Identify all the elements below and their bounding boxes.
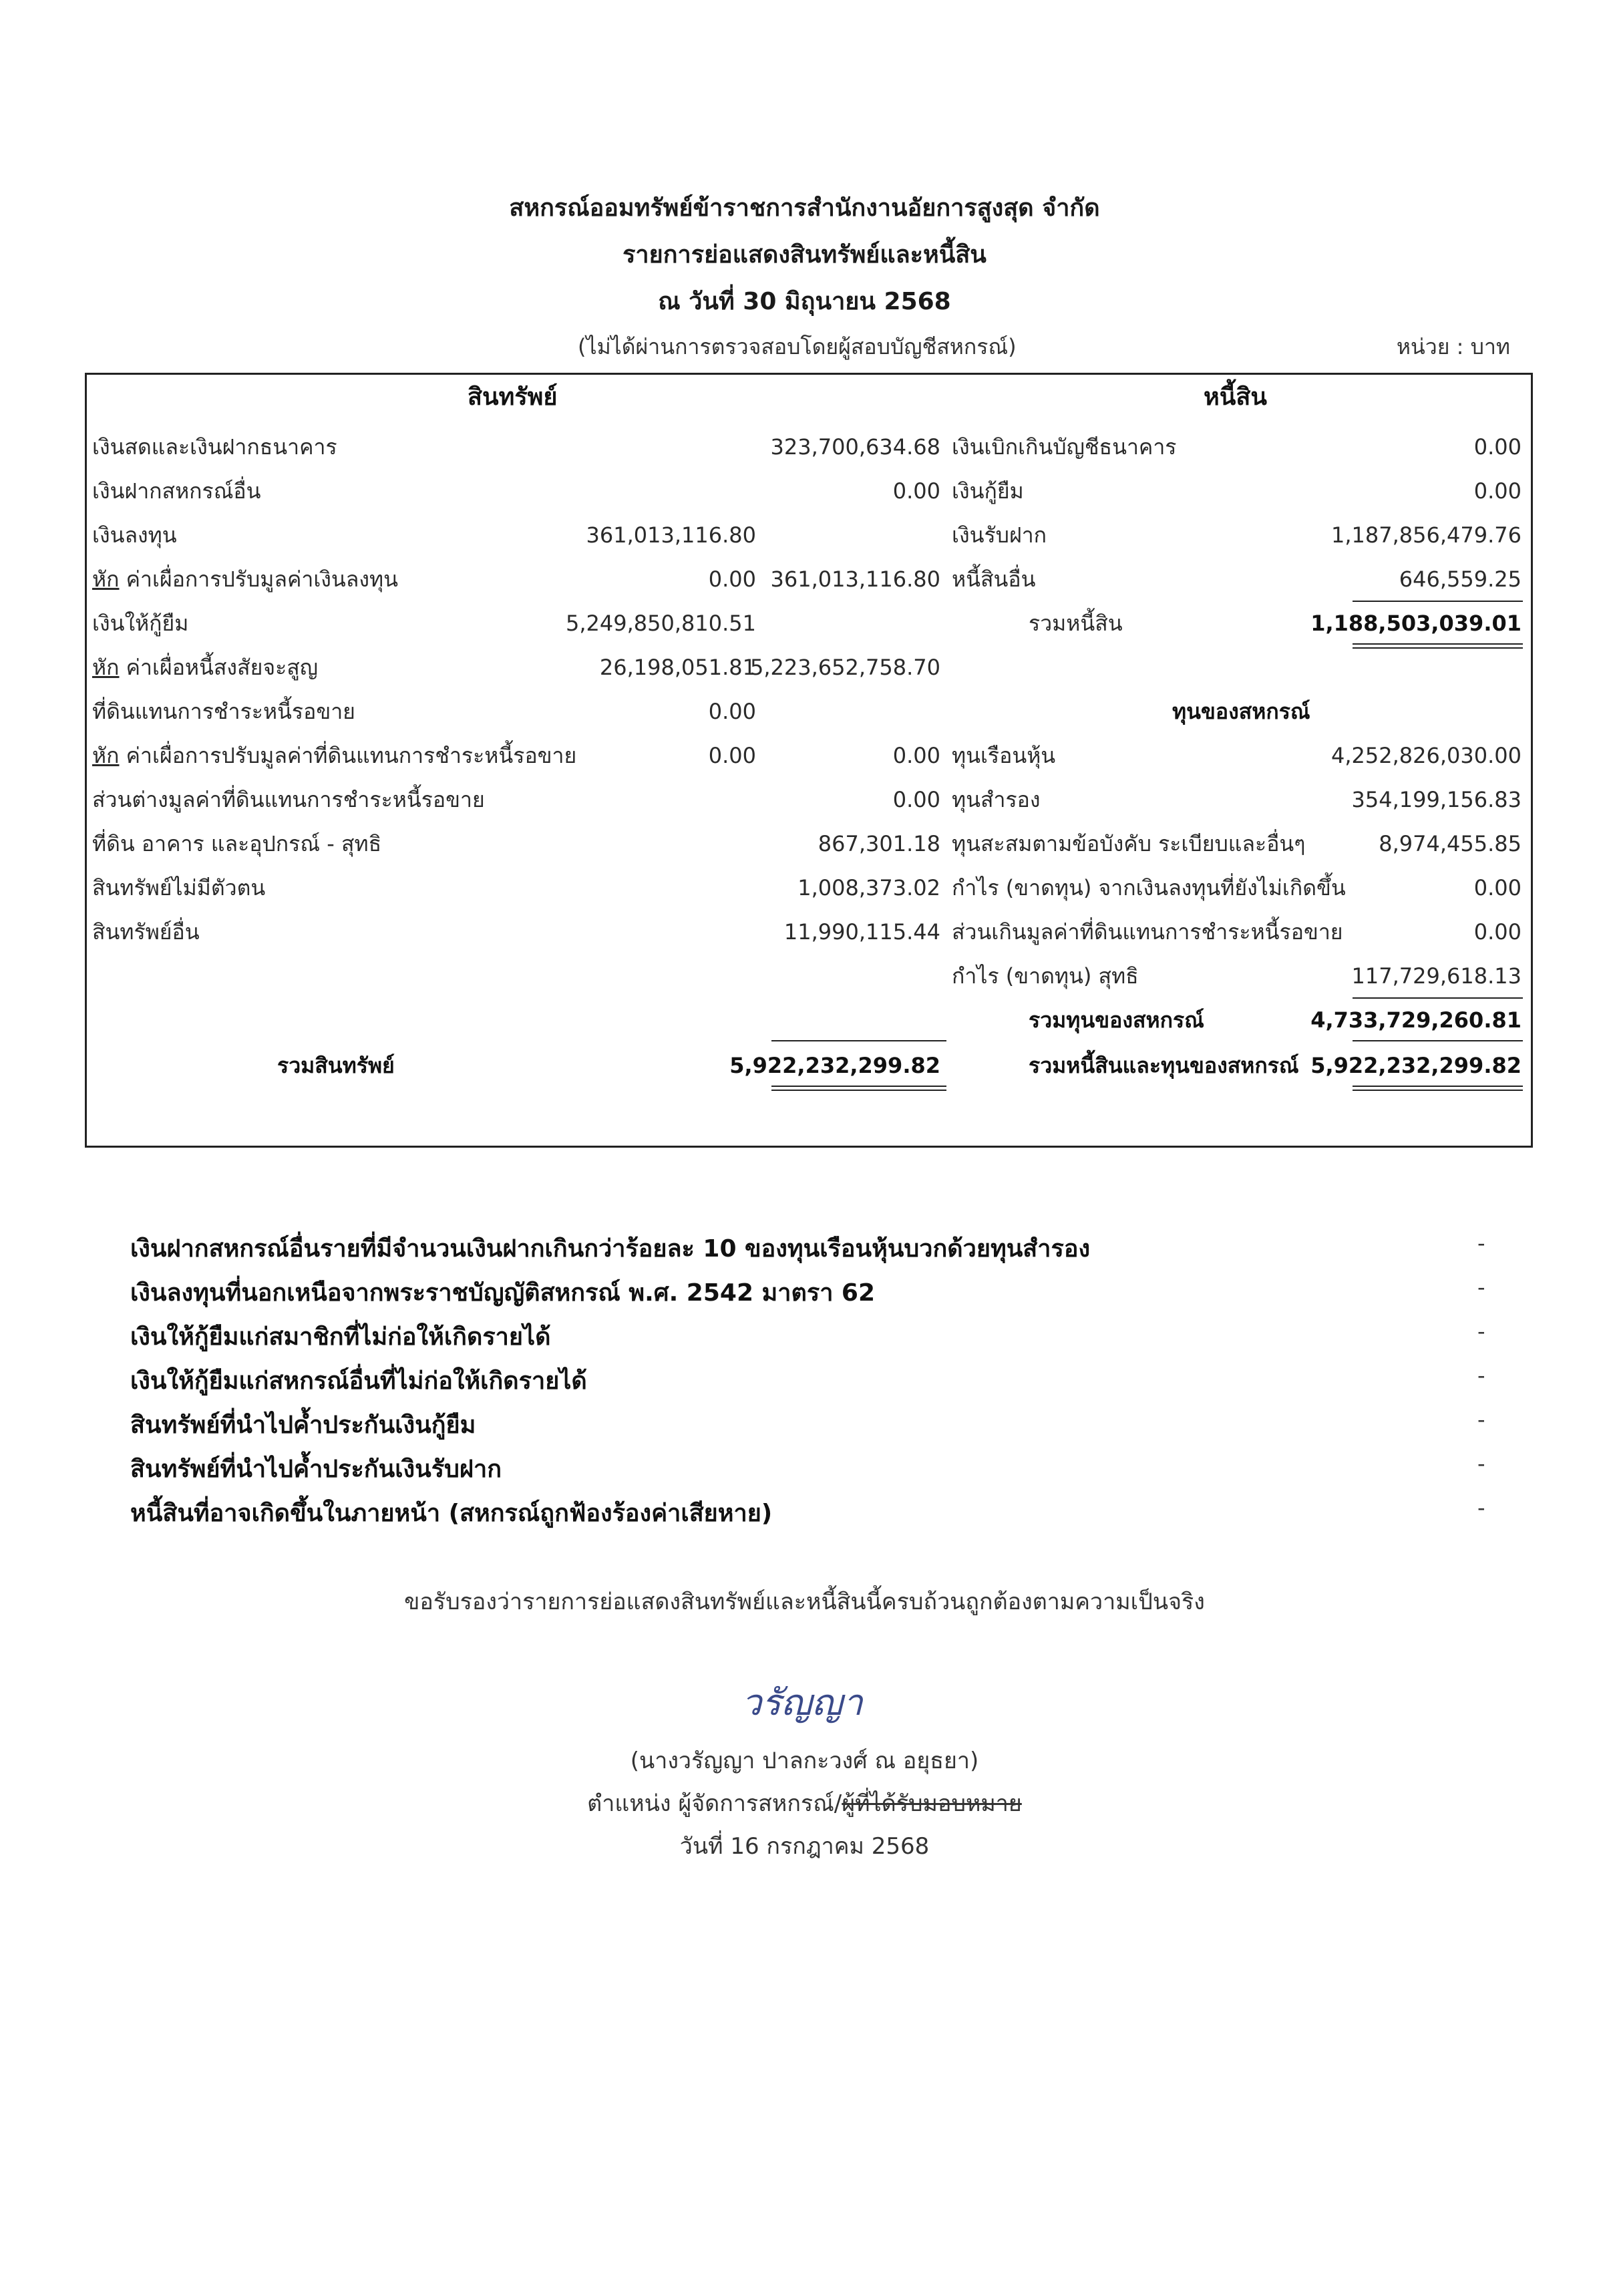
asset-total-label: รวมสินทรัพย์ bbox=[277, 1053, 395, 1078]
liab-amount-other: 646,559.25 bbox=[1399, 566, 1522, 592]
liab-amount-borrowing: 0.00 bbox=[1473, 478, 1522, 504]
signatory-position bbox=[0, 1785, 1609, 1821]
liab-total-amount: 1,188,503,039.01 bbox=[1310, 611, 1522, 636]
asset-amount-intangible: 1,008,373.02 bbox=[797, 875, 940, 900]
audit-note: (ไม่ได้ผ่านการตรวจสอบโดยผู้สอบบัญชีสหกรณ์) bbox=[578, 334, 1017, 359]
asset-total-amount: 5,922,232,299.82 bbox=[729, 1053, 940, 1078]
disclosure-value: - bbox=[1477, 1363, 1485, 1388]
asset-label-investment: เงินลงทุน bbox=[92, 522, 177, 548]
title-org: สหกรณ์ออมทรัพย์ข้าราชการสำนักงานอัยการสูงสุด จำกัด bbox=[509, 194, 1100, 222]
asset-label-text: ค่าเผื่อการปรับมูลค่าที่ดินแทนการชำระหนี้รอขาย bbox=[119, 743, 577, 768]
asset-sub-investment-allowance: 0.00 bbox=[708, 566, 756, 592]
equity-total-rule bbox=[1353, 1040, 1523, 1041]
asset-label-loans: เงินให้กู้ยืม bbox=[92, 611, 189, 636]
certification-statement: ขอรับรองว่ารายการย่อแสดงสินทรัพย์และหนี้สินนี้ครบถ้วนถูกต้องตามความเป็นจริง bbox=[404, 1589, 1205, 1615]
disclosure-item: เงินลงทุนที่นอกเหนือจากพระราชบัญญัติสหกรณ์ พ.ศ. 2542 มาตรา 62 bbox=[130, 1279, 876, 1307]
balance-sheet-box bbox=[85, 373, 1533, 1148]
disclosure-value: - bbox=[1477, 1275, 1485, 1300]
disclosure-item: สินทรัพย์ที่นำไปค้ำประกันเงินรับฝาก bbox=[130, 1456, 502, 1483]
disclosure-item: เงินให้กู้ยืมแก่สมาชิกที่ไม่ก่อให้เกิดรายได้ bbox=[130, 1323, 551, 1351]
equity-amount-reserve: 354,199,156.83 bbox=[1351, 787, 1522, 812]
asset-label-foreclosed-allowance bbox=[92, 742, 576, 769]
equity-total-amount: 4,733,729,260.81 bbox=[1310, 1007, 1522, 1033]
asset-total-rule bbox=[771, 1086, 946, 1091]
asset-amount-foreclosed-net: 0.00 bbox=[892, 743, 940, 768]
asset-amount-loans-net: 5,223,652,758.70 bbox=[750, 655, 940, 680]
liab-amount-deposits: 1,187,856,479.76 bbox=[1331, 522, 1522, 548]
title-date: ณ วันที่ 30 มิถุนายน 2568 bbox=[658, 288, 951, 315]
disclosure-item: เงินฝากสหกรณ์อื่นรายที่มีจำนวนเงินฝากเกินกว่าร้อยละ 10 ของทุนเรือนหุ้นบวกด้วยทุนสำรอง bbox=[130, 1235, 1091, 1263]
asset-label-ppe: ที่ดิน อาคาร และอุปกรณ์ - สุทธิ bbox=[92, 831, 382, 856]
equity-amount-accumulated: 8,974,455.85 bbox=[1379, 831, 1522, 856]
liab-label-borrowing: เงินกู้ยืม bbox=[952, 478, 1024, 504]
equity-label-shares: ทุนเรือนหุ้น bbox=[952, 743, 1056, 768]
asset-amount-foreclosed-diff: 0.00 bbox=[892, 787, 940, 812]
asset-sub-doubtful: 26,198,051.81 bbox=[599, 655, 756, 680]
signatory-name: (นางวรัญญา ปาลกะวงศ์ ณ อยุธยา) bbox=[630, 1748, 979, 1774]
grand-total-amount: 5,922,232,299.82 bbox=[1310, 1053, 1522, 1078]
asset-amount-cash: 323,700,634.68 bbox=[770, 434, 940, 460]
equity-label-net-profit: กำไร (ขาดทุน) สุทธิ bbox=[952, 963, 1139, 989]
equity-subtotal-rule bbox=[1353, 997, 1523, 999]
asset-sub-foreclosed-allowance: 0.00 bbox=[708, 743, 756, 768]
equity-label-accumulated: ทุนสะสมตามข้อบังคับ ระเบียบและอื่นๆ bbox=[952, 831, 1306, 856]
asset-label-text: ค่าเผื่อหนี้สงสัยจะสูญ bbox=[119, 655, 319, 680]
disclosure-value: - bbox=[1477, 1231, 1485, 1256]
asset-label-doubtful-allowance bbox=[92, 654, 318, 681]
less-prefix: หัก bbox=[92, 743, 120, 768]
disclosure-value: - bbox=[1477, 1319, 1485, 1344]
signature: วรัญญา bbox=[741, 1681, 863, 1724]
asset-label-investment-allowance bbox=[92, 566, 398, 593]
liabilities-heading: หนี้สิน bbox=[1204, 383, 1267, 411]
equity-label-unrealized: กำไร (ขาดทุน) จากเงินลงทุนที่ยังไม่เกิดขึ้น bbox=[952, 875, 1346, 900]
equity-amount-unrealized: 0.00 bbox=[1473, 875, 1522, 900]
asset-amount-investment-net: 361,013,116.80 bbox=[770, 566, 940, 592]
disclosure-value: - bbox=[1477, 1407, 1485, 1432]
liab-label-other: หนี้สินอื่น bbox=[952, 566, 1036, 592]
disclosure-item: เงินให้กู้ยืมแก่สหกรณ์อื่นที่ไม่ก่อให้เกิดรายได้ bbox=[130, 1367, 587, 1395]
equity-heading: ทุนของสหกรณ์ bbox=[1172, 699, 1310, 724]
asset-label-text: ค่าเผื่อการปรับมูลค่าเงินลงทุน bbox=[119, 566, 398, 592]
signed-date: วันที่ 16 กรกฎาคม 2568 bbox=[679, 1833, 930, 1860]
asset-label-foreclosed-land: ที่ดินแทนการชำระหนี้รอขาย bbox=[92, 699, 355, 724]
grand-total-label: รวมหนี้สินและทุนของสหกรณ์ bbox=[1029, 1053, 1299, 1078]
asset-sub-loans: 5,249,850,810.51 bbox=[566, 611, 756, 636]
equity-amount-shares: 4,252,826,030.00 bbox=[1331, 743, 1522, 768]
equity-total-label: รวมทุนของสหกรณ์ bbox=[1029, 1007, 1204, 1033]
liab-label-overdraft: เงินเบิกเกินบัญชีธนาคาร bbox=[952, 434, 1177, 460]
asset-amount-coop-deposit: 0.00 bbox=[892, 478, 940, 504]
position-text: ตำแหน่ง ผู้จัดการสหกรณ์/ bbox=[587, 1790, 842, 1817]
liab-total-rule bbox=[1353, 643, 1523, 649]
asset-subtotal-rule bbox=[771, 1040, 946, 1041]
disclosure-value: - bbox=[1477, 1495, 1485, 1520]
asset-amount-other: 11,990,115.44 bbox=[783, 919, 940, 945]
disclosure-item: หนี้สินที่อาจเกิดขึ้นในภายหน้า (สหกรณ์ถูกฟ้องร้องค่าเสียหาย) bbox=[130, 1500, 773, 1527]
disclosure-value: - bbox=[1477, 1451, 1485, 1476]
position-struck-text: ผู้ที่ได้รับมอบหมาย bbox=[842, 1790, 1022, 1817]
assets-heading: สินทรัพย์ bbox=[468, 383, 558, 411]
asset-label-intangible: สินทรัพย์ไม่มีตัวตน bbox=[92, 875, 266, 900]
liab-total-label: รวมหนี้สิน bbox=[1029, 611, 1123, 636]
grand-total-rule bbox=[1353, 1086, 1523, 1091]
equity-amount-surplus: 0.00 bbox=[1473, 919, 1522, 945]
asset-sub-investment: 361,013,116.80 bbox=[586, 522, 756, 548]
title-report: รายการย่อแสดงสินทรัพย์และหนี้สิน bbox=[622, 241, 987, 269]
liab-label-deposits: เงินรับฝาก bbox=[952, 522, 1047, 548]
equity-label-surplus: ส่วนเกินมูลค่าที่ดินแทนการชำระหนี้รอขาย bbox=[952, 919, 1343, 945]
asset-label-other: สินทรัพย์อื่น bbox=[92, 919, 200, 945]
asset-label-coop-deposit: เงินฝากสหกรณ์อื่น bbox=[92, 478, 261, 504]
less-prefix: หัก bbox=[92, 566, 120, 592]
liab-subtotal-rule bbox=[1353, 601, 1523, 602]
disclosure-item: สินทรัพย์ที่นำไปค้ำประกันเงินกู้ยืม bbox=[130, 1412, 476, 1439]
unit-label: หน่วย : บาท bbox=[1396, 334, 1510, 359]
asset-label-foreclosed-diff: ส่วนต่างมูลค่าที่ดินแทนการชำระหนี้รอขาย bbox=[92, 787, 485, 812]
less-prefix: หัก bbox=[92, 655, 120, 680]
equity-label-reserve: ทุนสำรอง bbox=[952, 787, 1041, 812]
liab-amount-overdraft: 0.00 bbox=[1473, 434, 1522, 460]
asset-amount-ppe: 867,301.18 bbox=[818, 831, 940, 856]
equity-amount-net-profit: 117,729,618.13 bbox=[1351, 963, 1522, 989]
asset-sub-foreclosed: 0.00 bbox=[708, 699, 756, 724]
asset-label-cash: เงินสดและเงินฝากธนาคาร bbox=[92, 434, 337, 460]
